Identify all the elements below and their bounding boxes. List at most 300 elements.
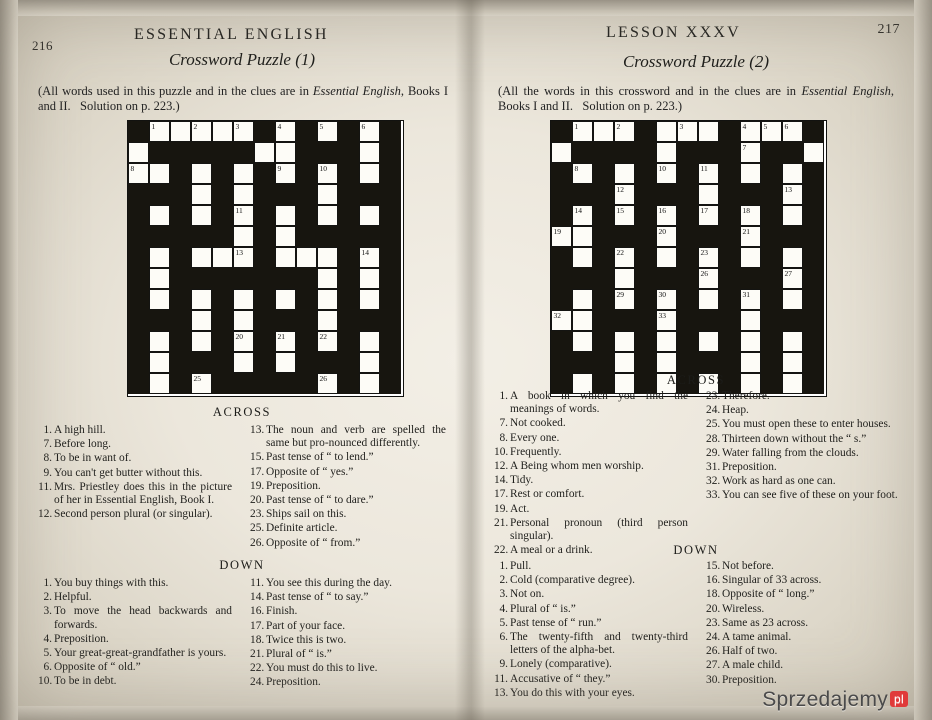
crossword-block [212, 310, 233, 331]
clue-text: Preposition. [722, 673, 777, 686]
crossword-block [719, 121, 740, 142]
running-head-left: ESSENTIAL ENGLISH [134, 26, 329, 43]
clue-number: 22. [250, 662, 265, 675]
crossword-cell [614, 352, 635, 373]
clue-text: Rest or comfort. [510, 488, 585, 501]
crossword-cell [191, 205, 212, 226]
crossword-cell [740, 121, 761, 142]
crossword-block [593, 247, 614, 268]
puzzle-intro-right: (All the words in this crossword and in the clues are in Essential English, Books I and II. Solution on p. 223.) [498, 84, 894, 113]
crossword-cell [782, 163, 803, 184]
crossword-block [803, 247, 824, 268]
clue-number: 2. [43, 591, 52, 604]
crossword-cell [233, 352, 254, 373]
crossword-cell [656, 226, 677, 247]
crossword-cell [317, 310, 338, 331]
clue-number: 9. [499, 658, 508, 671]
crossword-block [380, 352, 401, 373]
crossword-cell-number: 18 [742, 206, 750, 215]
clue-number: 25. [250, 522, 265, 535]
crossword-block [761, 352, 782, 373]
crossword-block [338, 121, 359, 142]
clue-number: 15. [706, 560, 721, 572]
crossword-block [380, 226, 401, 247]
crossword-cell [572, 226, 593, 247]
crossword-block [551, 205, 572, 226]
clue-item [38, 438, 232, 451]
crossword-block [572, 352, 593, 373]
crossword-cell [275, 205, 296, 226]
clue-number: 23. [706, 616, 721, 629]
clue-item [706, 674, 898, 687]
crossword-block [740, 184, 761, 205]
crossword-block [338, 247, 359, 268]
crossword-block [296, 289, 317, 310]
crossword-cell-number: 2 [193, 122, 198, 131]
clue-text: Preposition. [266, 676, 321, 689]
crossword-block [338, 268, 359, 289]
crossword-block [275, 310, 296, 331]
crossword-cell [698, 163, 719, 184]
crossword-cell [233, 289, 254, 310]
crossword-cell [149, 268, 170, 289]
crossword-block [593, 331, 614, 352]
crossword-cell-number: 5 [319, 122, 324, 131]
crossword-block [677, 289, 698, 310]
clue-item [706, 447, 898, 460]
crossword-block [380, 310, 401, 331]
clue-number: 20. [250, 494, 265, 507]
crossword-block [233, 268, 254, 289]
clue-item [494, 488, 688, 501]
crossword-block [128, 268, 149, 289]
crossword-cell-number: 29 [616, 290, 624, 299]
crossword-block [803, 289, 824, 310]
clue-text: Mrs. Priestley does this in the picture of her in Essential English, Book I. [54, 480, 232, 507]
crossword-block [212, 205, 233, 226]
clue-text: Singular of 33 across. [722, 574, 822, 587]
crossword-cell [782, 331, 803, 352]
clue-number: 13. [494, 686, 509, 699]
crossword-block [128, 121, 149, 142]
crossword-cell [782, 184, 803, 205]
crossword-cell [761, 121, 782, 142]
clue-text: Opposite of “ old.” [54, 661, 141, 674]
clue-item [494, 417, 688, 430]
crossword-cell [191, 184, 212, 205]
crossword-cell [572, 289, 593, 310]
crossword-cell-number: 20 [235, 332, 243, 341]
crossword-block [296, 226, 317, 247]
crossword-cell [191, 289, 212, 310]
clue-item [38, 647, 232, 660]
crossword-block [593, 163, 614, 184]
crossword-block [551, 247, 572, 268]
crossword-block [128, 289, 149, 310]
crossword-cell-number: 2 [616, 122, 621, 131]
clue-text: You must open these to enter houses. [722, 418, 891, 431]
clue-item [250, 494, 446, 507]
clue-item [494, 560, 688, 573]
crossword-block [635, 247, 656, 268]
crossword-cell [359, 247, 380, 268]
clue-item [250, 591, 446, 604]
crossword-block [296, 373, 317, 394]
clue-item [706, 418, 898, 431]
crossword-block [296, 163, 317, 184]
clue-number: 7. [499, 417, 508, 430]
crossword-block [380, 205, 401, 226]
clue-item [706, 617, 898, 630]
across-clues-right-col1 [494, 390, 688, 558]
crossword-cell [149, 373, 170, 394]
clue-text: Definite article. [266, 522, 338, 535]
clue-item [250, 466, 446, 479]
clue-number: 23. [250, 508, 265, 521]
crossword-cell [572, 331, 593, 352]
crossword-block [740, 268, 761, 289]
crossword-block [338, 331, 359, 352]
crossword-cell-number: 31 [742, 290, 750, 299]
crossword-block [212, 373, 233, 394]
crossword-cell [551, 142, 572, 163]
crossword-cell-number: 1 [574, 122, 579, 131]
crossword-cell [677, 121, 698, 142]
crossword-block [380, 289, 401, 310]
crossword-cell [149, 289, 170, 310]
clue-number: 26. [706, 645, 721, 658]
left-page [18, 0, 466, 720]
crossword-cell-number: 14 [574, 206, 582, 215]
clue-item [706, 489, 898, 502]
crossword-block [254, 184, 275, 205]
across-heading-left: ACROSS [212, 405, 272, 419]
clue-text: Water falling from the clouds. [722, 446, 859, 459]
crossword-cell [275, 331, 296, 352]
crossword-block [782, 142, 803, 163]
clue-item [706, 588, 898, 601]
crossword-block [719, 247, 740, 268]
clue-item [494, 687, 688, 700]
crossword-cell [359, 373, 380, 394]
clue-number: 17. [494, 488, 509, 501]
crossword-block [677, 331, 698, 352]
crossword-cell-number: 9 [277, 164, 282, 173]
crossword-block [380, 163, 401, 184]
crossword-block [551, 352, 572, 373]
down-heading-left: DOWN [219, 558, 265, 572]
crossword-cell-number: 19 [553, 227, 561, 236]
clue-number: 10. [38, 675, 53, 688]
crossword-block [254, 331, 275, 352]
crossword-cell [275, 289, 296, 310]
clue-item [250, 537, 446, 550]
crossword-cell [614, 268, 635, 289]
crossword-cell-number: 16 [658, 206, 666, 215]
crossword-block [635, 121, 656, 142]
crossword-block [359, 184, 380, 205]
crossword-cell-number: 15 [616, 206, 624, 215]
crossword-block [233, 373, 254, 394]
crossword-block [803, 268, 824, 289]
clue-item [706, 433, 898, 446]
crossword-block [719, 205, 740, 226]
crossword-cell-number: 33 [658, 311, 666, 320]
crossword-block [761, 247, 782, 268]
crossword-block [212, 352, 233, 373]
crossword-cell [740, 142, 761, 163]
crossword-block [212, 163, 233, 184]
crossword-cell [656, 142, 677, 163]
clue-text: Cold (comparative degree). [510, 574, 635, 587]
crossword-block [677, 142, 698, 163]
crossword-block [656, 184, 677, 205]
crossword-block [572, 142, 593, 163]
crossword-block [254, 247, 275, 268]
crossword-block [254, 352, 275, 373]
crossword-cell [191, 373, 212, 394]
clue-item [38, 633, 232, 646]
clue-number: 5. [43, 647, 52, 660]
crossword-cell [149, 352, 170, 373]
crossword-cell [275, 142, 296, 163]
clue-number: 5. [499, 616, 508, 629]
clue-number: 11. [250, 577, 264, 589]
crossword-cell [698, 268, 719, 289]
clue-text: Lonely (comparative). [510, 658, 612, 671]
crossword-block [296, 205, 317, 226]
clue-item [250, 424, 446, 450]
crossword-cell-number: 23 [700, 248, 708, 257]
crossword-block [719, 310, 740, 331]
clue-item [38, 577, 232, 590]
clue-text: Act. [510, 502, 530, 515]
crossword-cell-number: 22 [616, 248, 624, 257]
clue-text: A book in which you find the meanings of words. [510, 390, 688, 416]
crossword-block [635, 289, 656, 310]
crossword-cell [740, 289, 761, 310]
clue-number: 21. [250, 648, 265, 661]
crossword-block [635, 331, 656, 352]
clue-number: 27. [706, 659, 721, 672]
crossword-block [551, 184, 572, 205]
crossword-cell-number: 14 [361, 248, 369, 257]
crossword-cell [317, 331, 338, 352]
crossword-block [677, 184, 698, 205]
crossword-cell [656, 331, 677, 352]
page-edge-left [0, 0, 18, 720]
crossword-block [338, 352, 359, 373]
clue-text: Every one. [510, 431, 560, 444]
clue-number: 10. [494, 445, 509, 458]
clue-item [706, 603, 898, 616]
clue-text: Tidy. [510, 474, 534, 487]
clue-number: 8. [499, 431, 508, 444]
down-clues-right-col2 [706, 560, 898, 688]
clue-number: 1. [499, 390, 508, 402]
crossword-block [593, 289, 614, 310]
clue-item [494, 446, 688, 459]
clue-item [250, 662, 446, 675]
clue-text: Opposite of “ long.” [722, 588, 815, 601]
crossword-block [170, 142, 191, 163]
right-page [478, 0, 914, 720]
clue-number: 6. [43, 661, 52, 674]
clue-item [494, 474, 688, 487]
clue-item [38, 661, 232, 674]
crossword-block [761, 289, 782, 310]
crossword-block [803, 184, 824, 205]
crossword-block [614, 310, 635, 331]
crossword-cell [782, 247, 803, 268]
clue-text: Past tense of “ run.” [510, 616, 602, 629]
crossword-cell [740, 205, 761, 226]
crossword-cell [149, 331, 170, 352]
crossword-block [677, 163, 698, 184]
clue-item [38, 591, 232, 604]
crossword-block [275, 184, 296, 205]
crossword-block [296, 331, 317, 352]
crossword-cell [614, 247, 635, 268]
clue-text: Personal pronoun (third person singular). [510, 516, 688, 543]
crossword-block [803, 205, 824, 226]
clue-number: 3. [499, 588, 508, 601]
crossword-block [380, 121, 401, 142]
crossword-cell [359, 268, 380, 289]
clue-number: 16. [706, 574, 721, 587]
crossword-cell [656, 352, 677, 373]
folio-left: 216 [32, 38, 53, 53]
crossword-cell-number: 5 [763, 122, 768, 131]
crossword-block [761, 310, 782, 331]
crossword-cell-number: 8 [574, 164, 579, 173]
crossword-block [761, 142, 782, 163]
crossword-cell [740, 331, 761, 352]
crossword-cell-number: 11 [235, 206, 243, 215]
crossword-cell-number: 3 [235, 122, 240, 131]
crossword-block [593, 142, 614, 163]
clue-text: Past tense of “ to say.” [266, 591, 369, 604]
clue-item [706, 475, 898, 488]
crossword-block [677, 247, 698, 268]
clue-number: 23. [706, 390, 721, 402]
clue-text: You can see five of these on your foot. [722, 489, 898, 502]
crossword-block [212, 268, 233, 289]
crossword-cell [782, 121, 803, 142]
clue-text: You buy things with this. [54, 577, 169, 589]
clue-text: Frequently. [510, 445, 562, 458]
clue-item [38, 508, 232, 521]
crossword-block [551, 331, 572, 352]
crossword-block [212, 226, 233, 247]
crossword-block [338, 205, 359, 226]
crossword-block [635, 226, 656, 247]
crossword-cell [128, 163, 149, 184]
crossword-cell [149, 121, 170, 142]
clue-number: 12. [494, 460, 509, 473]
crossword-block [635, 205, 656, 226]
crossword-cell [317, 121, 338, 142]
across-clues-left-col1 [38, 424, 232, 522]
clue-item [250, 605, 446, 618]
crossword-block [338, 373, 359, 394]
crossword-cell-number: 27 [784, 269, 792, 278]
crossword-cell [149, 205, 170, 226]
crossword-block [593, 310, 614, 331]
clue-text: Opposite of “ yes.” [266, 465, 354, 478]
crossword-block [170, 247, 191, 268]
crossword-cell [656, 310, 677, 331]
crossword-cell [740, 247, 761, 268]
crossword-block [698, 142, 719, 163]
crossword-block [572, 184, 593, 205]
crossword-cell [233, 226, 254, 247]
clue-item [250, 648, 446, 661]
clue-number: 33. [706, 489, 721, 502]
crossword-block [761, 331, 782, 352]
crossword-cell [359, 121, 380, 142]
folio-right: 217 [877, 22, 900, 37]
crossword-block [296, 268, 317, 289]
crossword-cell [782, 352, 803, 373]
crossword-block [380, 268, 401, 289]
clue-item [250, 634, 446, 647]
crossword-block [803, 226, 824, 247]
crossword-cell [275, 226, 296, 247]
clue-number: 30. [706, 673, 721, 686]
crossword-block [149, 142, 170, 163]
crossword-cell [593, 121, 614, 142]
page-edge-right [914, 0, 932, 720]
crossword-block [572, 268, 593, 289]
clue-number: 11. [38, 480, 52, 493]
crossword-cell [191, 121, 212, 142]
clue-item [250, 620, 446, 633]
crossword-cell [296, 247, 317, 268]
crossword-cell [191, 247, 212, 268]
crossword-cell [782, 205, 803, 226]
clue-item [250, 508, 446, 521]
crossword-cell [317, 205, 338, 226]
crossword-cell [551, 310, 572, 331]
crossword-block [254, 205, 275, 226]
clue-text: Finish. [266, 605, 298, 618]
clue-item [494, 617, 688, 630]
clue-item [494, 503, 688, 516]
clue-number: 6. [499, 631, 508, 644]
crossword-cell [191, 163, 212, 184]
crossword-block [551, 268, 572, 289]
crossword-grid-1 [127, 120, 404, 397]
crossword-cell-number: 13 [784, 185, 792, 194]
crossword-block [761, 226, 782, 247]
crossword-block [128, 247, 149, 268]
crossword-cell [317, 184, 338, 205]
crossword-block [296, 121, 317, 142]
crossword-cell [614, 184, 635, 205]
clue-text: Half of two. [722, 645, 778, 658]
crossword-block [191, 226, 212, 247]
crossword-cell [212, 247, 233, 268]
clue-number: 18. [250, 633, 265, 646]
crossword-block [170, 226, 191, 247]
clue-item [706, 560, 898, 573]
crossword-block [677, 226, 698, 247]
clue-text: Heap. [722, 404, 749, 417]
puzzle-title-right: Crossword Puzzle (2) [622, 52, 770, 71]
crossword-block [338, 142, 359, 163]
clue-item [706, 390, 898, 403]
